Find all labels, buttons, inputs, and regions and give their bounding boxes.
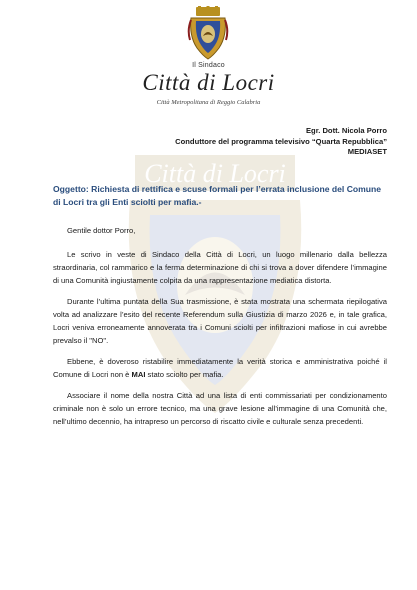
- paragraph-3-after: stato sciolto per mafia.: [145, 370, 224, 379]
- letterhead-city: Città di Locri: [142, 70, 275, 95]
- subject-line: Oggetto: Richiesta di rettifica e scuse formali per l’errata inclusione del Comune di Locri tra gli Enti sciolti per mafia.-: [53, 184, 382, 207]
- letterhead-sindaco: Il Sindaco: [192, 62, 225, 69]
- letterhead-metro: Città Metropolitana di Reggio Calabria: [156, 99, 261, 106]
- paragraph-3-emphasis: MAI: [131, 370, 146, 379]
- paragraph-4: Associare il nome della nostra Città ad una lista di enti commissariati per condizionamento criminale non è solo un errore tecnico, ma una grave lesione all’immagine di una Comunità che, nell’ultimo decennio, ha intrapreso un percorso di riscatto civile e culturale senza precedenti.: [53, 391, 387, 426]
- watermark-text: Città di Locri: [144, 159, 286, 188]
- letter-body: [53, 224, 387, 436]
- greeting: Gentile dottor Porro,: [67, 226, 136, 235]
- paragraph-2: Durante l’ultima puntata della Sua trasmissione, è stata mostrata una schermata riepilogativa volta ad analizzare l’esito del recente Referendum sulla Giustizia di marzo 2026 e, in tale grafica, Locri veniva erroneamente annoverata tra i Comuni sciolti per infiltrazioni mafiose in cui avrebbe prevalso il "NO".: [53, 297, 387, 345]
- paragraph-3: [53, 355, 387, 381]
- coat-of-arms-icon: [187, 6, 229, 60]
- addressee-block: [175, 126, 387, 158]
- addressee-role: Conduttore del programma televisivo “Quarta Repubblica”: [175, 136, 387, 146]
- addressee-name: Egr. Dott. Nicola Porro: [305, 126, 387, 135]
- paragraph-3-before: Ebbene, è doveroso ristabilire immediatamente la verità storica e amministrativa poiché il Comune di Locri non è: [53, 357, 387, 379]
- paragraph-1: Le scrivo in veste di Sindaco della Città di Locri, un luogo millenario dalla bellezza straordinaria, col rammarico e la ferma determinazione di chi si trova a dover difendere l’immagine di una Comunità ingiustamente colpita da una rappresentazione mediatica distorta.: [53, 250, 387, 285]
- addressee-company: MEDIASET: [347, 147, 387, 156]
